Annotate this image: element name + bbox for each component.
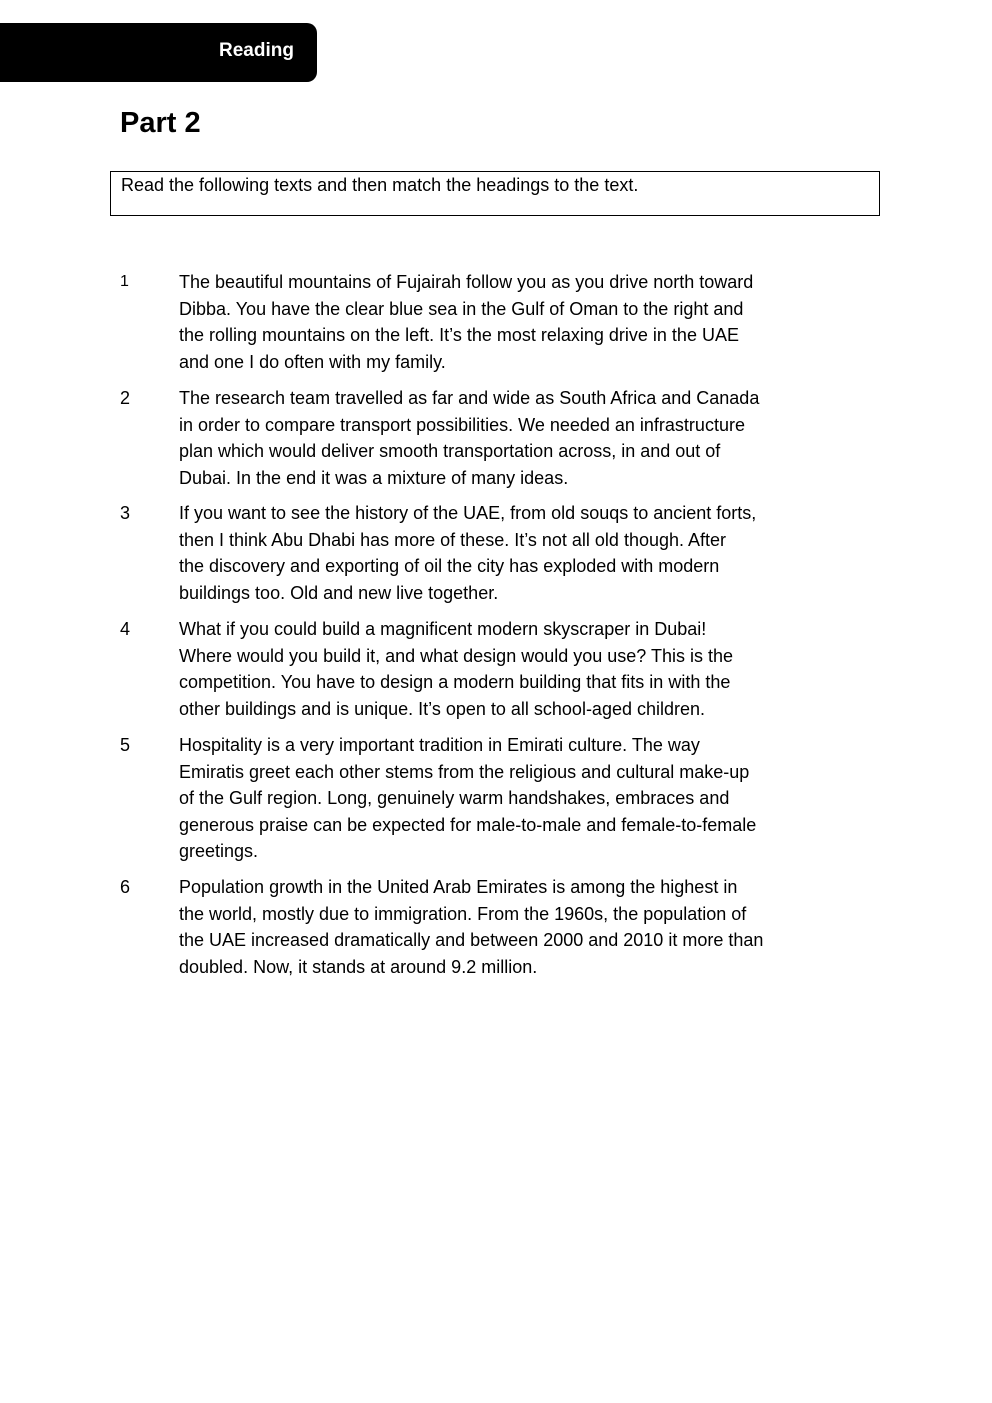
text-number: 6 xyxy=(120,877,131,897)
instructions-box xyxy=(110,171,880,216)
page-title: Part 2 xyxy=(120,107,201,139)
instructions-text: Read the following texts and then match the headings to the text. xyxy=(121,175,639,195)
text-body: Population growth in the United Arab Emirates is among the highest in the world, mostly due to immigration. From the 1960s, the population of the UAE increased dramatically and between 2000 and 2010 it more than doubled. Now, it stands at around 9.2 million. xyxy=(179,877,764,977)
text-number: 4 xyxy=(120,619,131,639)
text-number: 5 xyxy=(120,735,131,755)
text-number: 1 xyxy=(120,273,129,290)
text-body: The research team travelled as far and wide as South Africa and Canada in order to compare transport possibilities. We needed an infrastructure plan which would deliver smooth transportation across, in and out of Dubai. In the end it was a mixture of many ideas. xyxy=(179,388,760,488)
text-body: If you want to see the history of the UAE, from old souqs to ancient forts, then I think Abu Dhabi has more of these. It’s not all old though. After the discovery and exporting of oil the city has exploded with modern buildings too. Old and new live together. xyxy=(179,503,757,603)
text-number: 2 xyxy=(120,388,131,408)
text-body: Hospitality is a very important tradition in Emirati culture. The way Emiratis greet each other stems from the religious and cultural make-up of the Gulf region. Long, genuinely warm handshakes, embraces and generous praise can be expected for male-to-male and female-to-female greetings. xyxy=(179,735,757,861)
text-number: 3 xyxy=(120,503,131,523)
text-body: The beautiful mountains of Fujairah follow you as you drive north toward Dibba. You have the clear blue sea in the Gulf of Oman to the right and the rolling mountains on the left. It’s the most relaxing drive in the UAE and one I do often with my family. xyxy=(179,272,754,372)
text-body: What if you could build a magnificent modern skyscraper in Dubai! Where would you build it, and what design would you use? This is the competition. You have to design a modern building that fits in with the other buildings and is unique. It’s open to all school-aged children. xyxy=(179,619,733,719)
section-label: Reading xyxy=(219,40,294,61)
